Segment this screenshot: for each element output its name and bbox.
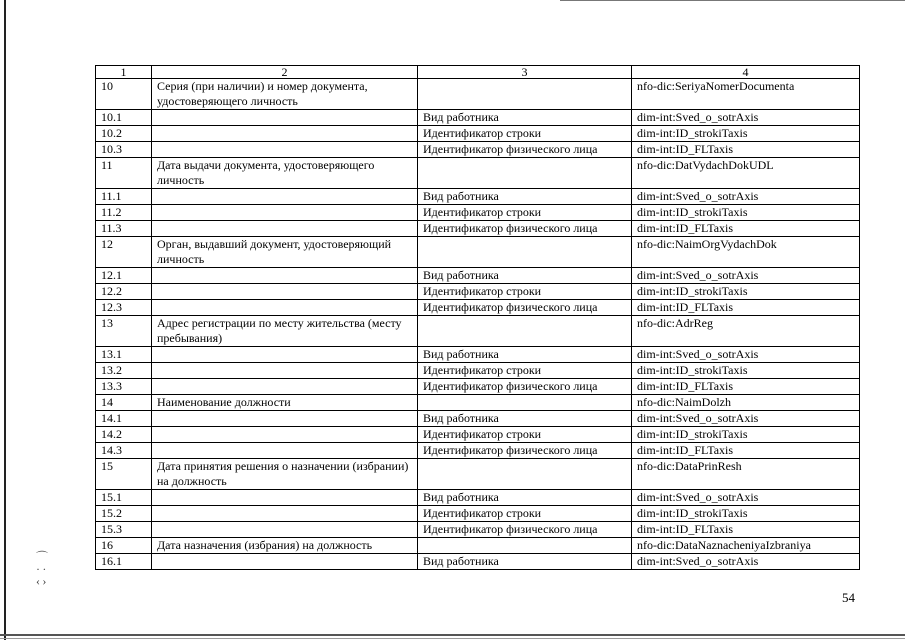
row-element-cell: dim-int:Sved_o_sotrAxis	[632, 490, 860, 506]
row-number-cell: 10.1	[96, 110, 152, 126]
table-row	[96, 554, 860, 570]
row-dimension-cell: Идентификатор физического лица	[418, 221, 632, 237]
row-description-cell	[152, 142, 418, 158]
row-number-cell: 13.1	[96, 347, 152, 363]
row-dimension-cell	[418, 459, 632, 490]
row-element-cell: dim-int:ID_FLTaxis	[632, 443, 860, 459]
row-dimension-cell	[418, 395, 632, 411]
table-row	[96, 490, 860, 506]
row-description-cell: Дата выдачи документа, удостоверяющего личность	[152, 158, 418, 189]
table-row	[96, 443, 860, 459]
table-row	[96, 459, 860, 490]
row-number-cell: 14	[96, 395, 152, 411]
row-element-cell: dim-int:ID_strokiTaxis	[632, 126, 860, 142]
row-element-cell: nfo-dic:SeriyaNomerDocumenta	[632, 79, 860, 110]
table-header-cell: 4	[632, 66, 860, 79]
row-number-cell: 13	[96, 316, 152, 347]
row-dimension-cell: Идентификатор строки	[418, 427, 632, 443]
table-row	[96, 110, 860, 126]
row-number-cell: 14.3	[96, 443, 152, 459]
row-description-cell	[152, 268, 418, 284]
table-header-row	[96, 66, 860, 79]
row-dimension-cell: Идентификатор физического лица	[418, 443, 632, 459]
row-number-cell: 12.3	[96, 300, 152, 316]
row-dimension-cell: Вид работника	[418, 554, 632, 570]
row-number-cell: 12.1	[96, 268, 152, 284]
binding-hole-mark: ⌒	[36, 550, 49, 564]
row-dimension-cell: Вид работника	[418, 347, 632, 363]
row-dimension-cell	[418, 158, 632, 189]
row-element-cell: dim-int:Sved_o_sotrAxis	[632, 110, 860, 126]
row-description-cell	[152, 554, 418, 570]
row-description-cell	[152, 300, 418, 316]
page-edge-bottom-second	[0, 638, 905, 639]
table-row	[96, 363, 860, 379]
row-element-cell: dim-int:ID_FLTaxis	[632, 379, 860, 395]
row-number-cell: 10.2	[96, 126, 152, 142]
table-row	[96, 221, 860, 237]
row-description-cell	[152, 189, 418, 205]
row-dimension-cell: Идентификатор строки	[418, 506, 632, 522]
row-dimension-cell: Идентификатор физического лица	[418, 379, 632, 395]
row-dimension-cell	[418, 316, 632, 347]
table-row	[96, 506, 860, 522]
table-row	[96, 538, 860, 554]
table-row	[96, 522, 860, 538]
row-dimension-cell: Вид работника	[418, 110, 632, 126]
table-row	[96, 284, 860, 300]
table-row	[96, 427, 860, 443]
row-dimension-cell: Вид работника	[418, 490, 632, 506]
row-dimension-cell: Вид работника	[418, 411, 632, 427]
row-dimension-cell	[418, 79, 632, 110]
table-row	[96, 411, 860, 427]
row-description-cell: Дата назначения (избрания) на должность	[152, 538, 418, 554]
table-body	[96, 79, 860, 570]
row-number-cell: 12.2	[96, 284, 152, 300]
row-description-cell	[152, 284, 418, 300]
row-element-cell: dim-int:ID_FLTaxis	[632, 300, 860, 316]
row-description-cell	[152, 506, 418, 522]
row-dimension-cell: Идентификатор физического лица	[418, 522, 632, 538]
row-element-cell: dim-int:ID_FLTaxis	[632, 522, 860, 538]
page-edge-bottom	[0, 634, 905, 636]
binding-hole-mark: ‹ ›	[36, 574, 47, 588]
row-element-cell: nfo-dic:DatVydachDokUDL	[632, 158, 860, 189]
row-element-cell: dim-int:ID_strokiTaxis	[632, 205, 860, 221]
row-dimension-cell: Вид работника	[418, 189, 632, 205]
row-number-cell: 14.1	[96, 411, 152, 427]
row-element-cell: dim-int:ID_strokiTaxis	[632, 284, 860, 300]
row-description-cell	[152, 126, 418, 142]
table-row	[96, 300, 860, 316]
row-element-cell: nfo-dic:AdrReg	[632, 316, 860, 347]
row-number-cell: 13.2	[96, 363, 152, 379]
row-element-cell: nfo-dic:NaimDolzh	[632, 395, 860, 411]
row-description-cell: Наименование должности	[152, 395, 418, 411]
row-description-cell	[152, 427, 418, 443]
row-description-cell	[152, 205, 418, 221]
row-dimension-cell: Идентификатор строки	[418, 126, 632, 142]
row-description-cell	[152, 363, 418, 379]
row-element-cell: dim-int:Sved_o_sotrAxis	[632, 268, 860, 284]
row-description-cell	[152, 379, 418, 395]
row-element-cell: nfo-dic:DataNaznacheniyaIzbraniya	[632, 538, 860, 554]
row-number-cell: 12	[96, 237, 152, 268]
row-dimension-cell: Идентификатор строки	[418, 363, 632, 379]
row-description-cell: Орган, выдавший документ, удостоверяющий личность	[152, 237, 418, 268]
table-row	[96, 205, 860, 221]
table-header-cell: 3	[418, 66, 632, 79]
row-number-cell: 10	[96, 79, 152, 110]
row-element-cell: nfo-dic:NaimOrgVydachDok	[632, 237, 860, 268]
row-element-cell: dim-int:ID_strokiTaxis	[632, 427, 860, 443]
row-dimension-cell: Идентификатор физического лица	[418, 300, 632, 316]
row-number-cell: 14.2	[96, 427, 152, 443]
table-row	[96, 189, 860, 205]
table-row	[96, 395, 860, 411]
row-number-cell: 10.3	[96, 142, 152, 158]
row-element-cell: dim-int:ID_strokiTaxis	[632, 363, 860, 379]
row-description-cell	[152, 347, 418, 363]
table-row	[96, 379, 860, 395]
row-element-cell: dim-int:ID_FLTaxis	[632, 221, 860, 237]
row-number-cell: 15	[96, 459, 152, 490]
row-element-cell: dim-int:ID_strokiTaxis	[632, 506, 860, 522]
row-number-cell: 11.2	[96, 205, 152, 221]
row-number-cell: 16	[96, 538, 152, 554]
row-dimension-cell: Вид работника	[418, 268, 632, 284]
row-element-cell: dim-int:Sved_o_sotrAxis	[632, 189, 860, 205]
row-number-cell: 11	[96, 158, 152, 189]
table-row	[96, 126, 860, 142]
row-dimension-cell	[418, 538, 632, 554]
row-description-cell	[152, 221, 418, 237]
row-number-cell: 16.1	[96, 554, 152, 570]
row-number-cell: 11.1	[96, 189, 152, 205]
row-element-cell: dim-int:Sved_o_sotrAxis	[632, 554, 860, 570]
row-dimension-cell	[418, 237, 632, 268]
row-number-cell: 13.3	[96, 379, 152, 395]
table-header-cell: 2	[152, 66, 418, 79]
row-element-cell: dim-int:ID_FLTaxis	[632, 142, 860, 158]
row-dimension-cell: Идентификатор физического лица	[418, 142, 632, 158]
row-number-cell: 15.1	[96, 490, 152, 506]
table-row	[96, 158, 860, 189]
page-number: 54	[842, 590, 855, 605]
page-edge-top	[560, 0, 905, 1]
table-row	[96, 142, 860, 158]
page-edge-left	[4, 0, 6, 640]
table-row	[96, 268, 860, 284]
row-number-cell: 15.3	[96, 522, 152, 538]
row-description-cell: Дата принятия решения о назначении (избрании) на должность	[152, 459, 418, 490]
row-number-cell: 15.2	[96, 506, 152, 522]
data-table	[95, 65, 860, 570]
row-description-cell	[152, 522, 418, 538]
row-description-cell	[152, 411, 418, 427]
row-element-cell: dim-int:Sved_o_sotrAxis	[632, 411, 860, 427]
row-description-cell	[152, 110, 418, 126]
row-element-cell: nfo-dic:DataPrinResh	[632, 459, 860, 490]
row-dimension-cell: Идентификатор строки	[418, 205, 632, 221]
row-description-cell	[152, 443, 418, 459]
table-row	[96, 316, 860, 347]
table-row	[96, 347, 860, 363]
row-element-cell: dim-int:Sved_o_sotrAxis	[632, 347, 860, 363]
binding-hole-mark: · ·	[36, 562, 47, 576]
row-dimension-cell: Идентификатор строки	[418, 284, 632, 300]
table-header-cell: 1	[96, 66, 152, 79]
row-description-cell: Серия (при наличии) и номер документа, удостоверяющего личность	[152, 79, 418, 110]
row-number-cell: 11.3	[96, 221, 152, 237]
row-description-cell: Адрес регистрации по месту жительства (месту пребывания)	[152, 316, 418, 347]
table-row	[96, 237, 860, 268]
row-description-cell	[152, 490, 418, 506]
table-row	[96, 79, 860, 110]
